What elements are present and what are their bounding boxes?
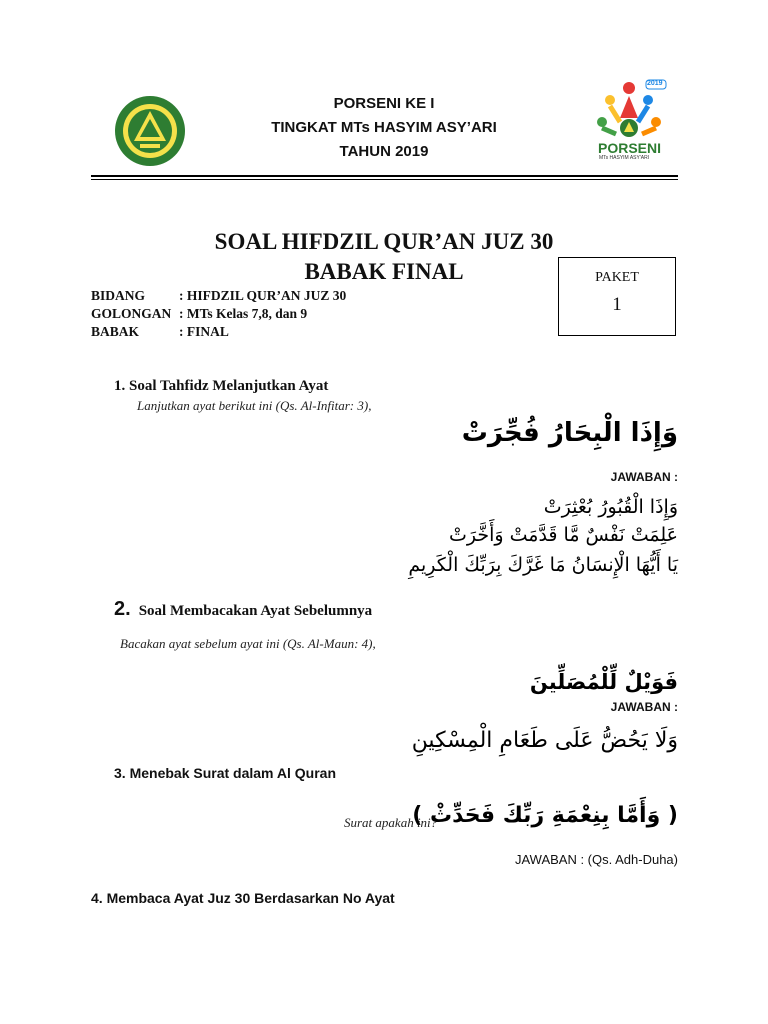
question-2-heading	[114, 598, 372, 621]
question-2-jawaban-label: JAWABAN :	[610, 700, 678, 714]
question-4-heading: 4. Membaca Ayat Juz 30 Berdasarkan No Ayat	[91, 890, 395, 906]
meta-row-golongan	[91, 305, 346, 323]
meta-row-babak	[91, 323, 346, 341]
question-2-instruction: Bacakan ayat sebelum ayat ini (Qs. Al-Maun: 4),	[120, 636, 376, 651]
meta-value: : FINAL	[179, 324, 229, 339]
header-rule-thick	[91, 175, 678, 177]
letterhead-line-3: TAHUN 2019	[339, 143, 429, 160]
letterhead	[200, 92, 568, 164]
title-line-1: SOAL HIFDZIL QUR’AN JUZ 30	[214, 229, 554, 254]
question-1-answer-2: عَلِمَتْ نَفْسٌ مَّا قَدَّمَتْ وَأَخَّرَتْ	[449, 524, 678, 546]
question-2-ayat: فَوَيْلٌ لِّلْمُصَلِّينَ	[529, 670, 678, 694]
school-logo	[114, 95, 186, 167]
question-1-instruction: Lanjutkan ayat berikut ini (Qs. Al-Infitar: 3),	[137, 398, 372, 413]
meta-key: BIDANG	[91, 288, 146, 303]
header-rule-thin	[91, 179, 678, 180]
question-1-answer-1: وَإِذَا الْقُبُورُ بُعْثِرَتْ	[543, 496, 678, 518]
question-1-jawaban-label: JAWABAN :	[610, 470, 678, 484]
question-3-heading: 3. Menebak Surat dalam Al Quran	[114, 765, 336, 781]
question-1-heading: 1. Soal Tahfidz Melanjutkan Ayat	[114, 378, 329, 394]
porseni-logo-year: 2019	[647, 80, 663, 87]
letterhead-line-1: PORSENI KE I	[333, 95, 435, 112]
porseni-logo-subtext: MTs HASYIM ASY'ARI	[599, 155, 650, 161]
document-title	[150, 227, 618, 287]
question-1-ayat: وَإِذَا الْبِحَارُ فُجِّرَتْ	[461, 418, 678, 448]
paket-number: 1	[612, 294, 622, 315]
letterhead-line-2: TINGKAT MTs HASYIM ASY’ARI	[271, 119, 497, 136]
paket-box	[558, 257, 676, 336]
meta-info	[91, 287, 346, 341]
meta-value: : MTs Kelas 7,8, dan 9	[179, 306, 308, 321]
meta-value: : HIFDZIL QUR’AN JUZ 30	[179, 288, 347, 303]
question-1-answer-3: يَا أَيُّهَا الْإِنسَانُ مَا غَرَّكَ بِرَبِّكَ الْكَرِيمِ	[408, 554, 678, 576]
question-3-jawaban: JAWABAN : (Qs. Adh-Duha)	[514, 852, 678, 867]
question-2-title: Soal Membacakan Ayat Sebelumnya	[138, 603, 373, 619]
meta-key: BABAK	[91, 324, 140, 339]
meta-row-bidang	[91, 287, 346, 305]
porseni-logo-text: PORSENI	[598, 140, 662, 156]
paket-label: PAKET	[595, 270, 639, 285]
question-2-number: 2.	[114, 598, 131, 620]
meta-key: GOLONGAN	[91, 306, 172, 321]
question-3-ayat: ( وَأَمَّا بِنِعْمَةِ رَبِّكَ فَحَدِّثْ )	[412, 803, 678, 828]
question-2-answer: وَلَا يَحُضُّ عَلَى طَعَامِ الْمِسْكِينِ	[411, 728, 678, 753]
title-line-2: BABAK FINAL	[304, 259, 464, 284]
question-3-instruction: Surat apakah ini?	[344, 815, 438, 830]
